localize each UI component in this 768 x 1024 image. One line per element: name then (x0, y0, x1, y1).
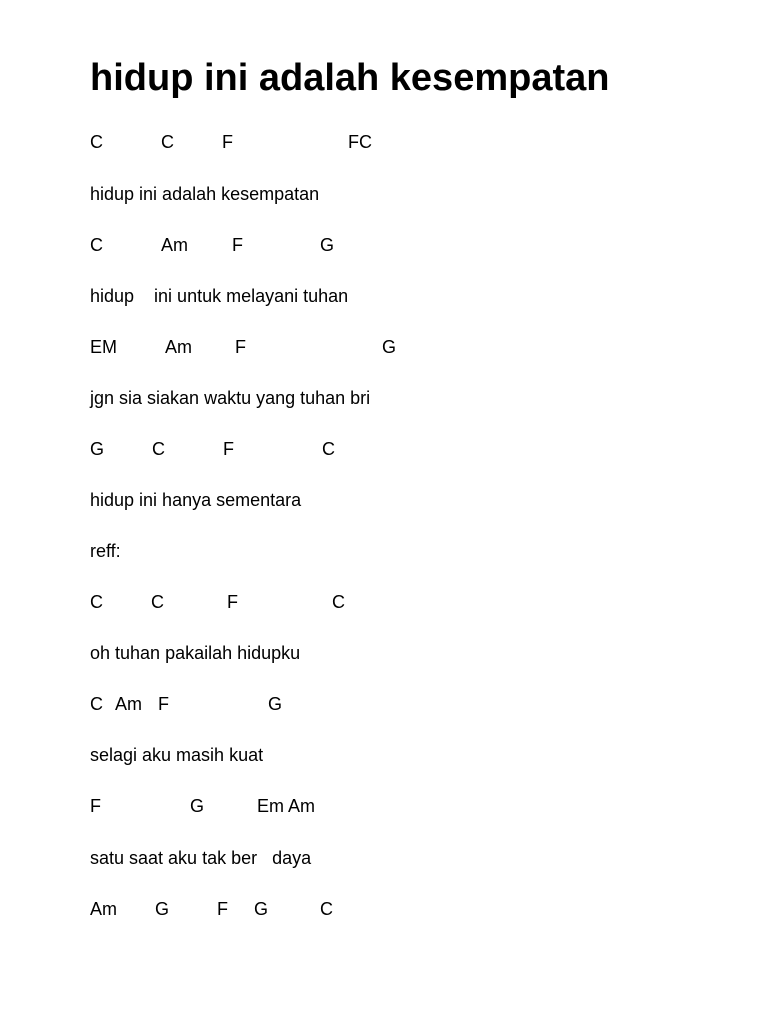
chord: C (90, 132, 103, 152)
chord-row-6 (90, 692, 690, 716)
lyric-line-4: hidup ini hanya sementara (90, 490, 302, 510)
chord: F (232, 235, 243, 255)
chord-row-8 (90, 897, 690, 921)
chord: EM (90, 337, 117, 357)
chord: F (223, 439, 234, 459)
chord-row-2 (90, 233, 690, 257)
chord: G (190, 796, 205, 816)
chord: G (90, 439, 105, 459)
chord: F (158, 694, 169, 714)
chord: G (320, 235, 335, 255)
chord: C (151, 592, 164, 612)
chord-row-4 (90, 437, 690, 461)
chord: F (227, 592, 238, 612)
lyric-line-7: satu saat aku tak ber daya (90, 848, 312, 868)
chord: G (155, 899, 170, 919)
lyric-line-3: jgn sia siakan waktu yang tuhan bri (90, 388, 371, 408)
chord: Am (90, 899, 117, 919)
chord: G (254, 899, 269, 919)
chord: C (90, 592, 103, 612)
chord-row-5 (90, 590, 690, 614)
chord: Em Am (257, 796, 316, 816)
lyric-line-2: hidup ini untuk melayani tuhan (90, 286, 349, 306)
reff-label: reff: (90, 541, 121, 561)
song-title: hidup ini adalah kesempatan (90, 57, 610, 99)
chord: F (90, 796, 101, 816)
chord: C (320, 899, 333, 919)
chord: F (235, 337, 246, 357)
chord: C (161, 132, 174, 152)
chord: F (222, 132, 233, 152)
lyric-line-5: oh tuhan pakailah hidupku (90, 643, 301, 663)
chord: C (322, 439, 335, 459)
chord: Am (161, 235, 188, 255)
lyric-line-1: hidup ini adalah kesempatan (90, 184, 320, 204)
chord: C (90, 235, 103, 255)
chord: C (90, 694, 103, 714)
chord: FC (348, 132, 372, 152)
chord: G (382, 337, 397, 357)
chord-row-3 (90, 335, 690, 359)
chord: F (217, 899, 228, 919)
chord-row-7 (90, 794, 690, 818)
chord: Am (115, 694, 142, 714)
chord: G (268, 694, 283, 714)
chord: Am (165, 337, 192, 357)
chord: C (152, 439, 165, 459)
chord-row-1 (90, 130, 690, 154)
chord: C (332, 592, 345, 612)
lyric-line-6: selagi aku masih kuat (90, 745, 264, 765)
